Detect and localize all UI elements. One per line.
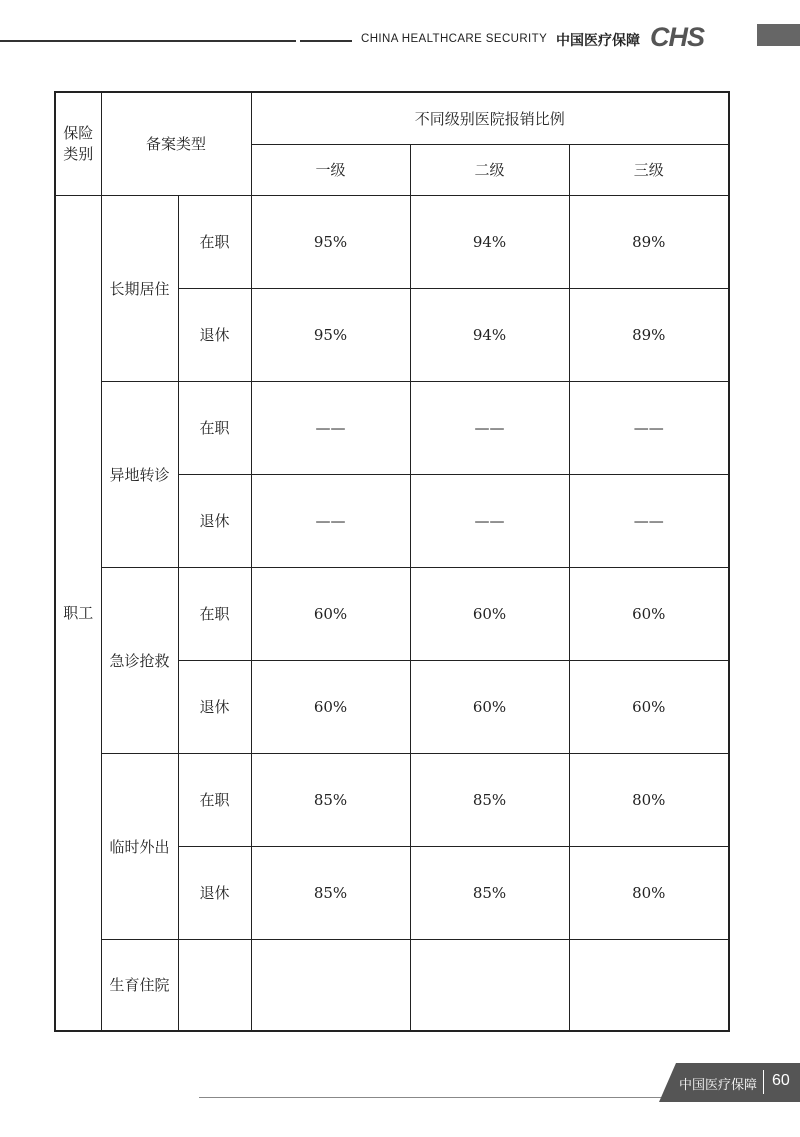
ratio-cell: 60%: [569, 567, 729, 660]
ratio-cell: 60%: [569, 660, 729, 753]
status-cell: 在职: [178, 381, 251, 474]
ratio-cell: 80%: [569, 753, 729, 846]
ratio-cell: 60%: [251, 660, 410, 753]
ratio-cell: ——: [251, 381, 410, 474]
ratio-cell: 95%: [251, 288, 410, 381]
header-rule-mid: [300, 40, 352, 42]
status-cell: 退休: [178, 846, 251, 939]
ratio-cell: [569, 939, 729, 1031]
record-type-referral: 异地转诊: [101, 381, 178, 567]
ratio-cell: 85%: [410, 753, 569, 846]
insurance-type-cell: 职工: [55, 195, 101, 1031]
record-type-long-term: 长期居住: [101, 195, 178, 381]
header-record-type: 备案类型: [101, 92, 251, 195]
ratio-cell: 94%: [410, 195, 569, 288]
status-cell: 退休: [178, 660, 251, 753]
footer-separator: [763, 1070, 764, 1094]
header-level-2: 二级: [410, 144, 569, 195]
header-level-1: 一级: [251, 144, 410, 195]
page-number: 60: [772, 1072, 790, 1089]
ratio-cell: 60%: [410, 567, 569, 660]
ratio-cell: ——: [410, 381, 569, 474]
header-insurance-type: 保险类别: [55, 92, 101, 195]
ratio-cell: 94%: [410, 288, 569, 381]
ratio-cell: 60%: [251, 567, 410, 660]
record-type-emergency: 急诊抢救: [101, 567, 178, 753]
header-corner-block: [757, 24, 800, 46]
header-rule-left: [0, 40, 296, 42]
chs-logo: CHS: [650, 22, 705, 52]
reimbursement-table: [54, 91, 730, 1032]
header-chinese-title: 中国医疗保障: [556, 33, 640, 49]
status-cell: 退休: [178, 474, 251, 567]
status-cell: 退休: [178, 288, 251, 381]
header-english-title: CHINA HEALTHCARE SECURITY: [361, 33, 548, 45]
header-level-3: 三级: [569, 144, 729, 195]
ratio-cell: [251, 939, 410, 1031]
ratio-cell: 60%: [410, 660, 569, 753]
ratio-cell: 85%: [410, 846, 569, 939]
ratio-cell: 85%: [251, 846, 410, 939]
ratio-cell: 85%: [251, 753, 410, 846]
ratio-cell: ——: [251, 474, 410, 567]
record-type-maternity: 生育住院: [101, 939, 178, 1031]
ratio-cell: ——: [410, 474, 569, 567]
status-cell: 在职: [178, 567, 251, 660]
status-cell: 在职: [178, 195, 251, 288]
ratio-cell: ——: [569, 381, 729, 474]
status-cell: 在职: [178, 753, 251, 846]
ratio-cell: ——: [569, 474, 729, 567]
ratio-cell: [410, 939, 569, 1031]
ratio-cell: 89%: [569, 195, 729, 288]
header-reimbursement-ratio: 不同级别医院报销比例: [251, 92, 729, 144]
record-type-temporary-out: 临时外出: [101, 753, 178, 939]
status-cell: [178, 939, 251, 1031]
footer-label: 中国医疗保障: [679, 1078, 758, 1093]
ratio-cell: 89%: [569, 288, 729, 381]
ratio-cell: 80%: [569, 846, 729, 939]
ratio-cell: 95%: [251, 195, 410, 288]
